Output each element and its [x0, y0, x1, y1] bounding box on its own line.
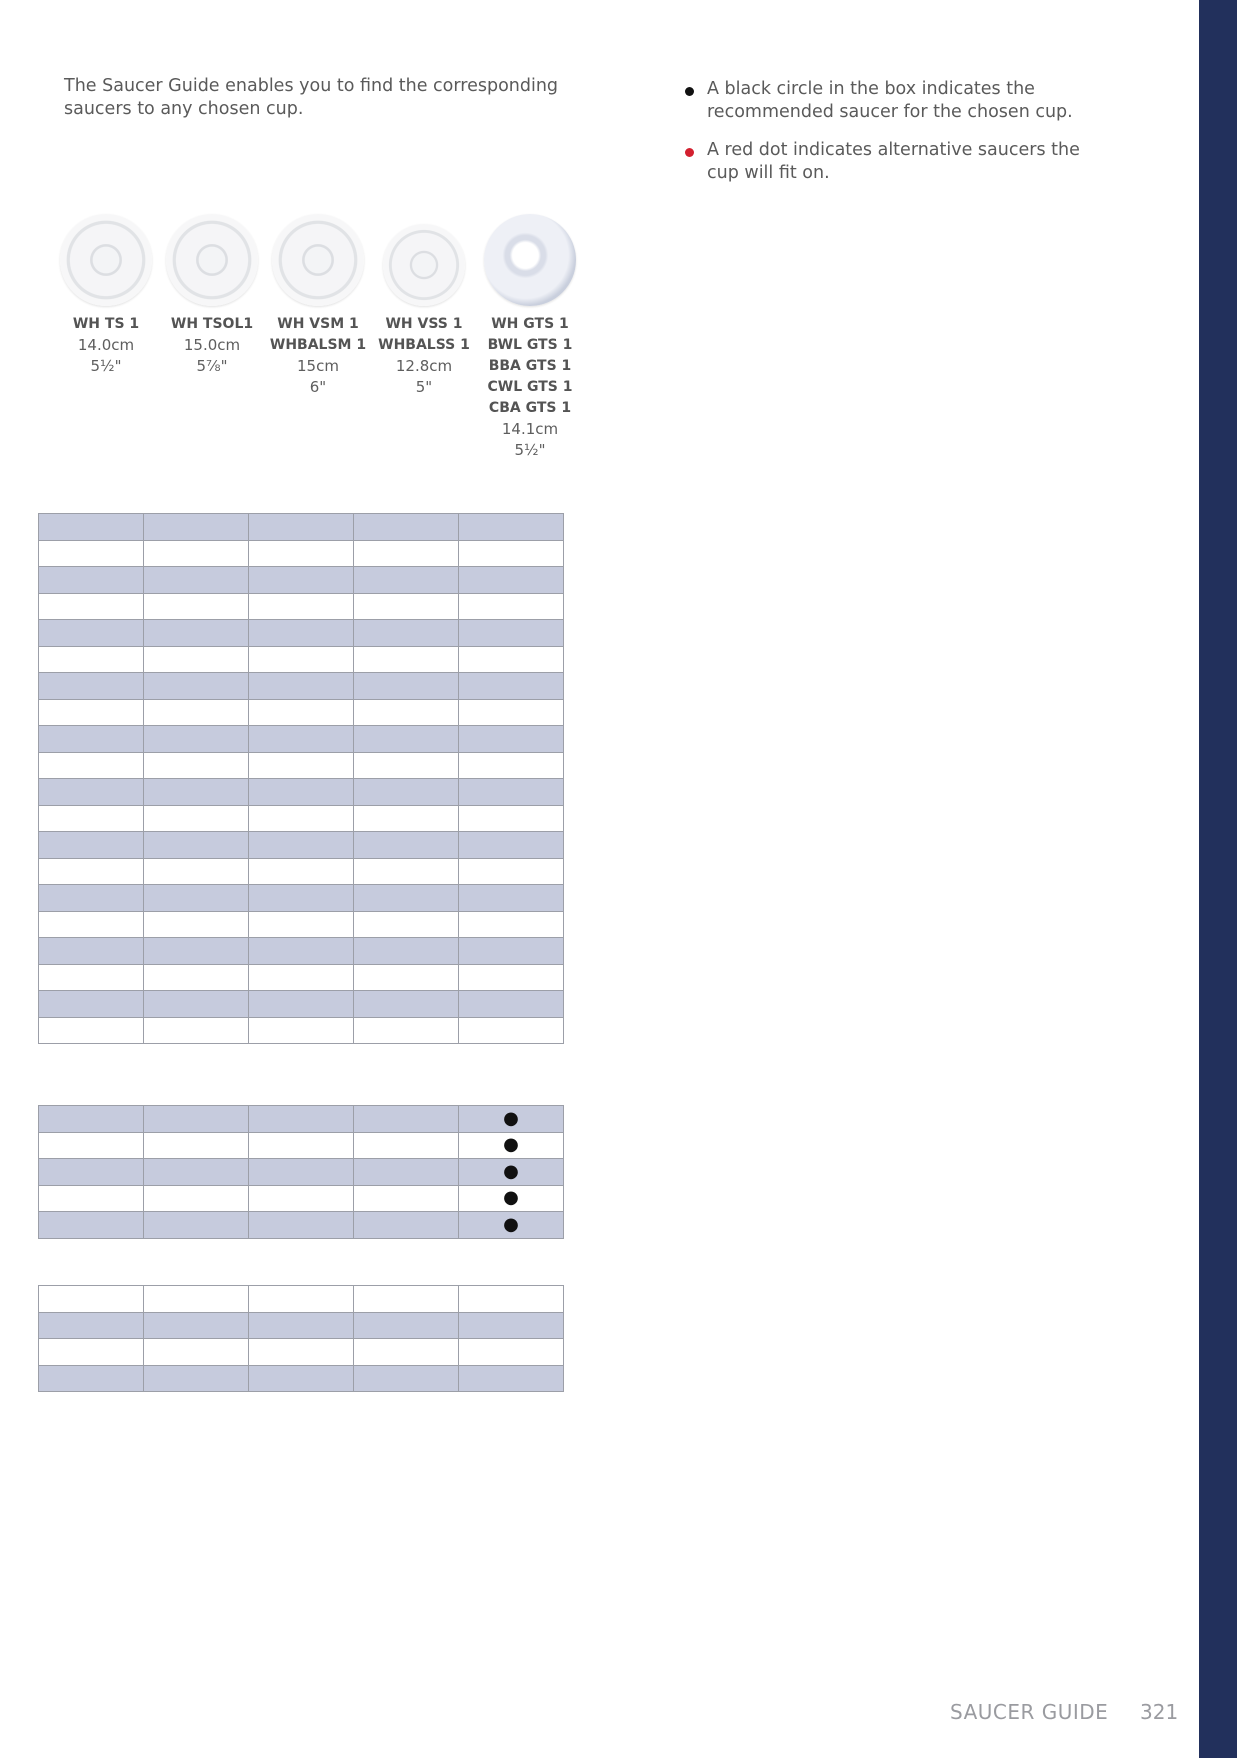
table-row — [39, 1339, 564, 1366]
table-cell — [459, 646, 564, 673]
table-cell — [459, 752, 564, 779]
table-row — [39, 832, 564, 859]
table-row — [39, 567, 564, 594]
table-cell — [354, 964, 459, 991]
table-cell — [39, 832, 144, 859]
intro-text — [64, 75, 584, 121]
saucer-code: BWL GTS 1 — [487, 337, 573, 353]
table-cell — [354, 1017, 459, 1044]
table-cell — [249, 673, 354, 700]
saucer-size-cm: 15cm — [297, 357, 339, 375]
table-cell — [459, 885, 564, 912]
table-cell — [39, 646, 144, 673]
table-cell — [249, 1286, 354, 1313]
table-cell — [144, 858, 249, 885]
table-cell — [39, 805, 144, 832]
table-cell — [39, 567, 144, 594]
saucer-size-inch: 5⅞" — [196, 357, 228, 375]
table-cell — [39, 1365, 144, 1392]
table-cell — [354, 1339, 459, 1366]
table-cell — [459, 832, 564, 859]
table-cell — [249, 1017, 354, 1044]
legend-text: A red dot indicates alternative saucers the — [707, 140, 1080, 160]
saucer-code: WH GTS 1 — [491, 316, 569, 332]
table-cell — [354, 1286, 459, 1313]
saucer-code: WH TSOL1 — [170, 316, 254, 332]
table-row — [39, 1312, 564, 1339]
table-cell — [39, 938, 144, 965]
table-row — [39, 1159, 564, 1186]
table-cell — [459, 1286, 564, 1313]
saucer-item — [477, 214, 583, 461]
table-cell: ● — [459, 1132, 564, 1159]
table-cell — [354, 752, 459, 779]
table-cell — [144, 752, 249, 779]
table-row — [39, 991, 564, 1018]
table-cell — [459, 540, 564, 567]
saucer-size-inch: 6" — [309, 378, 327, 396]
table-cell — [144, 1106, 249, 1133]
table-cell — [39, 1286, 144, 1313]
table-cell — [39, 1185, 144, 1212]
saucer-size-cm: 14.0cm — [77, 336, 135, 354]
table-cell — [39, 540, 144, 567]
table-row — [39, 620, 564, 647]
saucer-code: CWL GTS 1 — [487, 379, 573, 395]
table-cell — [39, 514, 144, 541]
table-cell — [354, 673, 459, 700]
table-cell — [459, 673, 564, 700]
saucer-code: BBA GTS 1 — [488, 358, 572, 374]
page-number: 321 — [1140, 1700, 1179, 1724]
table-row — [39, 752, 564, 779]
saucer-size-cm: 12.8cm — [395, 357, 453, 375]
table-row — [39, 726, 564, 753]
table-row — [39, 1132, 564, 1159]
table-cell — [144, 1286, 249, 1313]
table-cell — [354, 779, 459, 806]
table-cell — [459, 699, 564, 726]
table-row — [39, 514, 564, 541]
table-row — [39, 805, 564, 832]
table-row — [39, 964, 564, 991]
saucer-code: WHBALSM 1 — [269, 337, 367, 353]
table-cell — [144, 779, 249, 806]
table-cell — [144, 1339, 249, 1366]
saucer-item — [53, 214, 159, 377]
table-cell — [39, 1312, 144, 1339]
table-cell — [459, 567, 564, 594]
table-cell — [144, 540, 249, 567]
table-cell — [39, 1017, 144, 1044]
saucer-image — [166, 214, 258, 306]
table-row — [39, 1365, 564, 1392]
table-row — [39, 1106, 564, 1133]
table-cell — [39, 726, 144, 753]
table-cell — [354, 1185, 459, 1212]
intro-line: The Saucer Guide enables you to find the corresponding — [64, 76, 559, 96]
table-cell — [459, 1365, 564, 1392]
table-cell — [39, 699, 144, 726]
table-cell — [144, 567, 249, 594]
table-cell: ● — [459, 1185, 564, 1212]
table-cell — [249, 752, 354, 779]
table-cell — [354, 1312, 459, 1339]
table-row — [39, 1286, 564, 1313]
legend-item-recommended — [684, 78, 1104, 124]
saucer-codes — [53, 314, 159, 335]
table-cell — [459, 911, 564, 938]
table-cell: ● — [459, 1106, 564, 1133]
table-cell — [249, 832, 354, 859]
table-cell — [39, 858, 144, 885]
table-cell — [144, 673, 249, 700]
table-cell — [39, 1106, 144, 1133]
table-cell — [249, 991, 354, 1018]
table-cell — [249, 885, 354, 912]
legend-text: cup will fit on. — [707, 163, 830, 183]
table-cell — [144, 1159, 249, 1186]
table-cell — [249, 593, 354, 620]
table-cell — [144, 805, 249, 832]
table-cell — [354, 911, 459, 938]
saucer-size-cm: 14.1cm — [501, 420, 559, 438]
table-cell — [249, 964, 354, 991]
table-cell — [144, 646, 249, 673]
table-cell — [249, 1159, 354, 1186]
black-dot-icon — [685, 87, 694, 96]
table-cell — [459, 1339, 564, 1366]
table-cell — [354, 726, 459, 753]
red-dot-icon — [685, 148, 694, 157]
saucer-size-cm: 15.0cm — [183, 336, 241, 354]
table-cell — [39, 991, 144, 1018]
table-cell — [249, 1312, 354, 1339]
table-cell — [249, 1339, 354, 1366]
saucer-image — [60, 214, 152, 306]
table-cell — [144, 1312, 249, 1339]
table-cell — [39, 779, 144, 806]
table-cell — [249, 1365, 354, 1392]
table-cell — [144, 885, 249, 912]
table-cell: ● — [459, 1212, 564, 1239]
table-row — [39, 858, 564, 885]
table-row — [39, 1212, 564, 1239]
table-cell — [249, 646, 354, 673]
table-cell — [459, 593, 564, 620]
table-cell — [249, 567, 354, 594]
table-cell — [144, 911, 249, 938]
table-cell — [249, 540, 354, 567]
table-cell — [249, 911, 354, 938]
table-row — [39, 1185, 564, 1212]
table-cell — [459, 805, 564, 832]
table-cell — [459, 726, 564, 753]
table-cell — [144, 1365, 249, 1392]
table-cell — [459, 779, 564, 806]
saucer-code: WH VSM 1 — [277, 316, 359, 332]
table-cell — [354, 540, 459, 567]
table-cell — [249, 1185, 354, 1212]
table-row — [39, 938, 564, 965]
table-cell — [459, 1312, 564, 1339]
table-cell — [144, 832, 249, 859]
table-cell — [249, 805, 354, 832]
table-cell — [354, 1159, 459, 1186]
table-row — [39, 779, 564, 806]
table-row — [39, 911, 564, 938]
table-cell — [354, 858, 459, 885]
saucer-code: WHBALSS 1 — [378, 337, 470, 353]
saucer-code: WH VSS 1 — [385, 316, 463, 332]
table-cell — [249, 620, 354, 647]
table-cell — [249, 699, 354, 726]
table-cell — [354, 593, 459, 620]
saucer-image — [272, 214, 364, 306]
table-cell — [459, 964, 564, 991]
table-cell — [249, 1132, 354, 1159]
side-color-bar — [1199, 0, 1237, 1758]
saucer-size-inch: 5" — [415, 378, 433, 396]
saucer-size-inch: 5½" — [90, 357, 122, 375]
table-cell — [459, 991, 564, 1018]
saucer-codes — [371, 314, 477, 356]
table-cell — [354, 991, 459, 1018]
table-cell — [354, 620, 459, 647]
saucer-codes — [477, 314, 583, 419]
table-cell — [354, 1132, 459, 1159]
table-cell — [459, 938, 564, 965]
table-cell: ● — [459, 1159, 564, 1186]
saucer-image — [484, 214, 576, 306]
table-cell — [354, 832, 459, 859]
saucer-code: WH TS 1 — [72, 316, 140, 332]
table-cell — [39, 1212, 144, 1239]
saucer-guide-table — [38, 513, 564, 1044]
saucer-size-inch: 5½" — [514, 441, 546, 459]
saucer-item — [371, 214, 477, 398]
table-cell — [39, 885, 144, 912]
table-row — [39, 540, 564, 567]
saucer-codes — [159, 314, 265, 335]
table-cell — [459, 514, 564, 541]
table-cell — [39, 673, 144, 700]
table-cell — [144, 1132, 249, 1159]
table-cell — [354, 1212, 459, 1239]
saucer-guide-table — [38, 1105, 564, 1239]
table-cell — [459, 858, 564, 885]
saucer-image — [383, 224, 465, 306]
table-cell — [144, 514, 249, 541]
table-cell — [39, 1339, 144, 1366]
saucer-guide-table — [38, 1285, 564, 1392]
table-cell — [144, 699, 249, 726]
table-cell — [354, 514, 459, 541]
table-cell — [249, 726, 354, 753]
table-cell — [354, 938, 459, 965]
saucer-item — [159, 214, 265, 377]
footer-section-title: SAUCER GUIDE — [950, 1700, 1109, 1724]
table-cell — [354, 1365, 459, 1392]
table-cell — [249, 938, 354, 965]
table-cell — [39, 911, 144, 938]
legend-item-alternative — [684, 139, 1104, 185]
intro-line: saucers to any chosen cup. — [64, 99, 304, 119]
table-cell — [39, 1159, 144, 1186]
legend-text: A black circle in the box indicates the — [707, 79, 1035, 99]
table-cell — [144, 1212, 249, 1239]
saucer-codes — [265, 314, 371, 356]
table-cell — [354, 885, 459, 912]
table-cell — [144, 964, 249, 991]
legend-text: recommended saucer for the chosen cup. — [707, 102, 1073, 122]
table-cell — [39, 593, 144, 620]
table-row — [39, 885, 564, 912]
table-cell — [354, 805, 459, 832]
table-cell — [144, 620, 249, 647]
table-cell — [354, 699, 459, 726]
table-cell — [354, 646, 459, 673]
table-cell — [144, 1017, 249, 1044]
table-cell — [459, 620, 564, 647]
table-cell — [354, 567, 459, 594]
table-row — [39, 673, 564, 700]
table-cell — [144, 1185, 249, 1212]
table-cell — [459, 1017, 564, 1044]
saucer-item — [265, 214, 371, 398]
table-cell — [144, 991, 249, 1018]
table-row — [39, 646, 564, 673]
table-row — [39, 1017, 564, 1044]
table-cell — [249, 858, 354, 885]
table-cell — [354, 1106, 459, 1133]
saucer-code: CBA GTS 1 — [488, 400, 572, 416]
legend — [684, 78, 1104, 200]
table-cell — [144, 593, 249, 620]
table-cell — [249, 779, 354, 806]
table-cell — [144, 726, 249, 753]
table-cell — [249, 1106, 354, 1133]
table-row — [39, 593, 564, 620]
table-cell — [39, 1132, 144, 1159]
table-cell — [39, 620, 144, 647]
table-row — [39, 699, 564, 726]
table-cell — [144, 938, 249, 965]
table-cell — [249, 514, 354, 541]
table-cell — [39, 964, 144, 991]
table-cell — [39, 752, 144, 779]
table-cell — [249, 1212, 354, 1239]
